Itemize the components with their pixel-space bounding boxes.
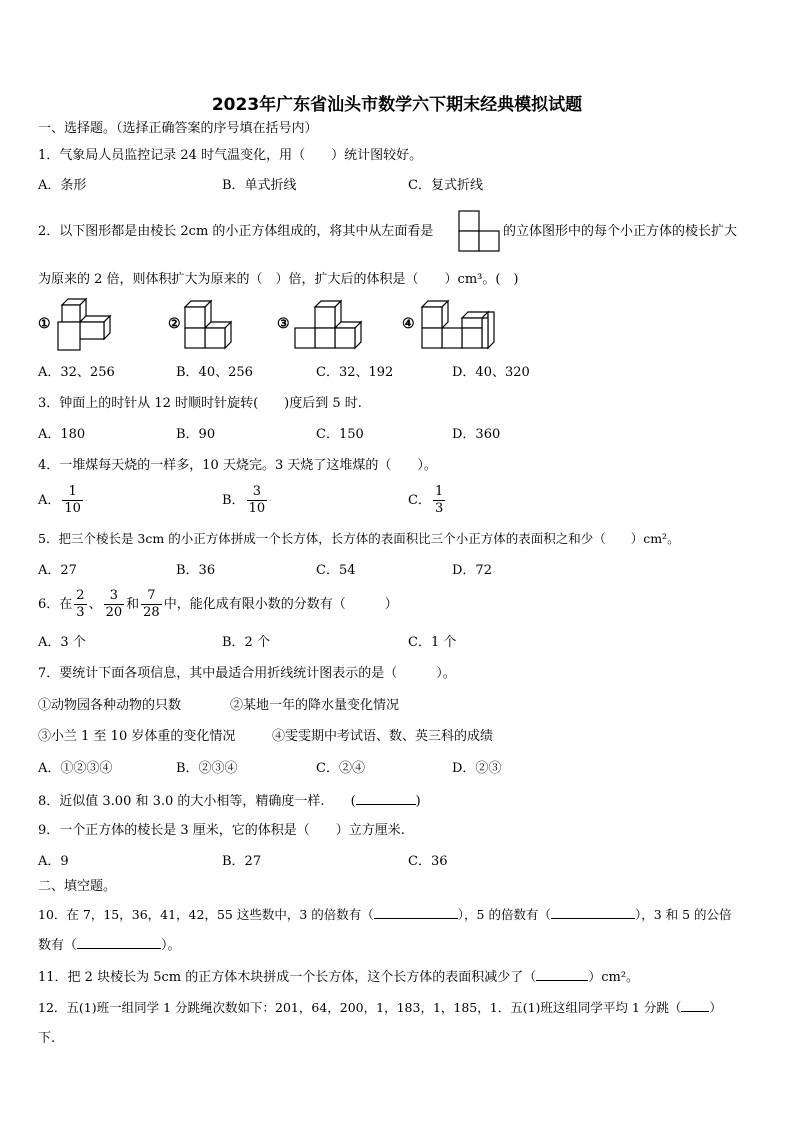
question-10-line-1	[38, 905, 732, 924]
q2-option-b: B．40、256	[176, 365, 253, 380]
denominator: 3	[76, 605, 85, 620]
q3-option-c: C．150	[316, 427, 364, 442]
q6-fraction-1	[74, 588, 86, 621]
q2-option-c: C．32、192	[316, 365, 394, 380]
q6-option-a: A．3 个	[38, 635, 86, 650]
q1-option-b: B．单式折线	[222, 178, 297, 193]
question-5: 5．把三个棱长是 3cm 的小正方体拼成一个长方体，长方体的表面积比三个小正方体的表面积之和少（ ）cm²。	[38, 531, 680, 546]
q7-item-3: ③小兰 1 至 10 岁体重的变化情况	[38, 729, 236, 744]
q4-option-b-fraction	[247, 484, 268, 517]
numerator: 7	[141, 588, 162, 605]
q4-option-b-letter: B．	[222, 493, 245, 508]
q4-option-a	[38, 484, 85, 517]
question-2-text-b: 的立体图形中的每个小正方体的棱长扩大	[503, 224, 738, 239]
q6-separator-2: 和	[126, 597, 140, 612]
q4-option-c	[408, 484, 447, 517]
q7-option-b: B．②③④	[176, 761, 238, 776]
question-6	[38, 588, 398, 621]
numerator: 2	[76, 588, 85, 603]
q3-option-a: A．180	[38, 427, 86, 442]
figure-label-3: ③	[277, 316, 290, 332]
q9-option-c: C．36	[408, 854, 448, 869]
q9-option-b: B．27	[222, 854, 262, 869]
figure-label-4: ④	[402, 316, 415, 332]
q6-fraction-3	[141, 588, 162, 621]
q6-option-b: B．2 个	[222, 635, 270, 650]
question-12-line-2: 下.	[38, 1031, 56, 1046]
q10-line-2-b: ）。	[161, 938, 181, 953]
q4-option-a-fraction	[62, 484, 83, 517]
q6-separator-1: 、	[88, 597, 102, 612]
q6-suffix: 中，能化成有限小数的分数有（ ）	[163, 597, 398, 612]
question-2-text-c: 为原来的 2 倍，则体积扩大为原来的（ ）倍，扩大后的体积是（ ）cm³。( )	[38, 272, 519, 287]
answer-blank[interactable]	[681, 998, 709, 1012]
q7-item-2: ②某地一年的降水量变化情况	[230, 698, 400, 713]
q5-option-b: B．36	[176, 563, 216, 578]
q7-item-1: ①动物园各种动物的只数	[38, 698, 182, 713]
figure-label-1: ①	[38, 316, 51, 332]
q2-option-d: D．40、320	[452, 365, 530, 380]
question-11	[38, 967, 639, 987]
q4-option-b	[222, 484, 269, 517]
cube-figure-2	[183, 298, 235, 354]
q9-option-a: A．9	[38, 854, 69, 869]
question-1: 1．气象局人员监控记录 24 时气温变化，用（ ）统计图较好。	[38, 148, 423, 163]
q5-option-d: D．72	[452, 563, 492, 578]
q5-option-c: C．54	[316, 563, 356, 578]
q8-answer-close: )	[415, 794, 421, 809]
q10-line-2-a: 数有（	[38, 938, 78, 953]
q7-option-c: C．②④	[316, 761, 365, 776]
q8-answer-open: (	[350, 794, 356, 809]
numerator: 1	[62, 484, 83, 501]
denominator: 28	[143, 605, 160, 620]
q11-part-1: 11．把 2 块棱长为 5cm 的正方体木块拼成一个长方体，这个长方体的表面积减少了（	[38, 970, 537, 985]
q12-part-2: ）	[709, 1000, 722, 1015]
question-7: 7．要统计下面各项信息，其中最适合用折线统计图表示的是（ ）。	[38, 666, 456, 681]
q7-option-d: D．②③	[452, 761, 502, 776]
left-view-figure	[458, 210, 502, 254]
q6-fraction-2	[104, 588, 125, 621]
q6-prefix: 6．在	[38, 597, 73, 612]
figure-label-2: ②	[168, 316, 181, 332]
numerator: 1	[434, 484, 444, 499]
q8-text: 8．近似值 3.00 和 3.0 的大小相等，精确度一样.	[38, 794, 325, 809]
q7-item-4: ④雯雯期中考试语、数、英三科的成绩	[272, 729, 494, 744]
answer-blank[interactable]	[77, 935, 161, 949]
denominator: 20	[105, 605, 123, 620]
question-9: 9．一个正方体的棱长是 3 厘米，它的体积是（ ）立方厘米.	[38, 823, 405, 838]
q12-part-1: 12．五(1)班一组同学 1 分跳绳次数如下：201，64，200，1，183，1，185，1．五(1)班这组同学平均 1 分跳（	[38, 1000, 682, 1015]
denominator: 10	[248, 501, 266, 516]
denominator: 3	[434, 501, 444, 516]
q10-part-1: 10．在 7，15，36，41，42，55 这些数中，3 的倍数有（	[38, 907, 374, 922]
q7-option-a: A．①②③④	[38, 761, 113, 776]
question-3: 3．钟面上的时针从 12 时顺时针旋转( )度后到 5 时.	[38, 396, 362, 411]
question-4: 4．一堆煤每天烧的一样多，10 天烧完。3 天烧了这堆煤的（ ）。	[38, 458, 437, 473]
q2-option-a: A．32、256	[38, 365, 115, 380]
answer-blank[interactable]	[356, 791, 416, 805]
q11-part-2: ）cm²。	[588, 970, 640, 985]
q4-option-c-fraction	[433, 484, 445, 517]
q4-option-a-letter: A．	[38, 493, 61, 508]
cube-figure-1	[56, 296, 116, 354]
q10-part-2: ），5 的倍数有（	[457, 907, 551, 922]
q5-option-a: A．27	[38, 563, 77, 578]
q1-option-c: C．复式折线	[408, 178, 483, 193]
section-heading-fill: 二、填空题。	[38, 879, 117, 894]
q10-part-3: ），3 和 5 的公倍	[634, 907, 732, 922]
q6-option-c: C．1 个	[408, 635, 457, 650]
q3-option-b: B．90	[176, 427, 216, 442]
question-10-line-2	[38, 935, 181, 955]
page-title: 2023年广东省汕头市数学六下期末经典模拟试题	[211, 95, 583, 115]
question-2-text-a: 2．以下图形都是由棱长 2cm 的小正方体组成的，将其中从左面看是	[38, 224, 434, 239]
answer-blank[interactable]	[374, 905, 458, 919]
q4-option-c-letter: C．	[408, 493, 431, 508]
q3-option-d: D．360	[452, 427, 501, 442]
numerator: 3	[247, 484, 268, 501]
denominator: 10	[64, 501, 81, 516]
cube-figure-4	[420, 298, 500, 354]
question-8	[38, 791, 421, 811]
q1-option-a: A．条形	[38, 178, 87, 193]
numerator: 3	[104, 588, 125, 605]
section-heading-choice: 一、选择题。（选择正确答案的序号填在括号内）	[38, 121, 318, 136]
cube-figure-3	[294, 298, 366, 354]
answer-blank[interactable]	[536, 967, 588, 981]
answer-blank[interactable]	[551, 905, 635, 919]
question-12-line-1	[38, 998, 722, 1017]
